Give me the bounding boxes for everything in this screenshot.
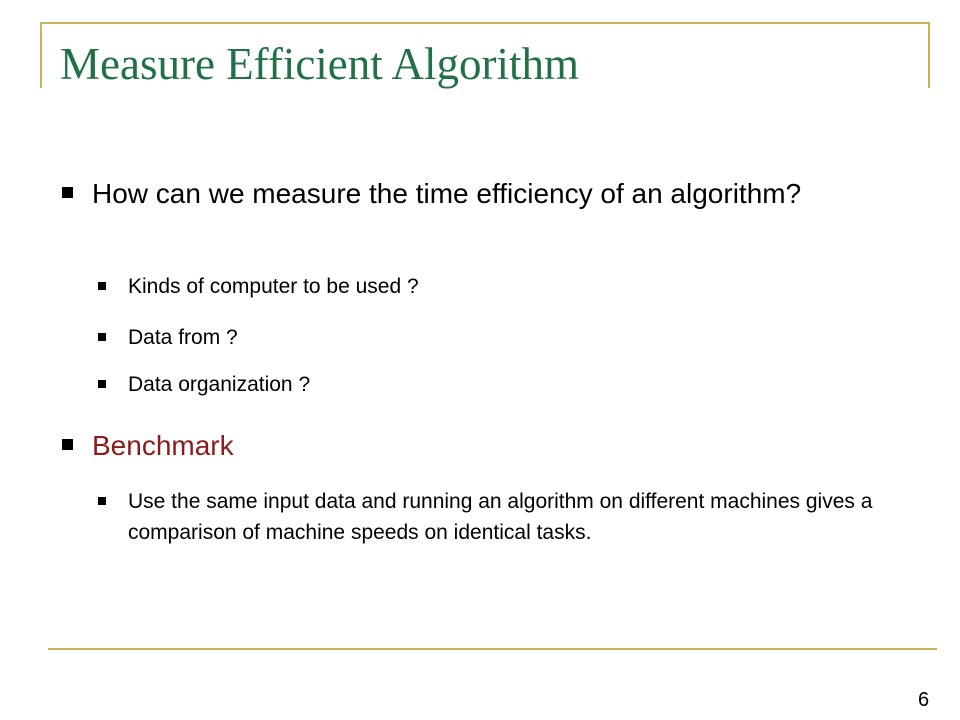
footer-divider [48, 648, 937, 650]
sub-bullet-data-from [98, 322, 898, 353]
sub-bullet-computer-kind [98, 271, 898, 302]
square-bullet-icon [98, 380, 106, 388]
square-bullet-icon [98, 282, 106, 290]
title-frame-top-line [40, 22, 930, 24]
square-bullet-icon [62, 187, 73, 198]
bullet-text-benchmark: Benchmark [92, 430, 234, 461]
title-frame-left-line [40, 22, 42, 88]
sub-bullet-text: Use the same input data and running an algorithm on different machines gives a comparison of machine speeds on identical tasks. [128, 490, 873, 544]
sub-bullet-text: Data organization ? [128, 373, 311, 396]
sub-bullet-text: Kinds of computer to be used ? [128, 275, 419, 298]
square-bullet-icon [98, 497, 106, 505]
sub-bullet-data-organization [98, 369, 898, 400]
sub-bullet-text: Data from ? [128, 326, 238, 349]
bullet-text: How can we measure the time efficiency of an algorithm? [92, 178, 802, 209]
bullet-benchmark [62, 428, 882, 463]
square-bullet-icon [62, 439, 73, 450]
bullet-time-efficiency [62, 176, 882, 211]
title-frame-right-line [928, 22, 930, 88]
slide-title: Measure Efficient Algorithm [60, 39, 580, 89]
page-number: 6 [918, 689, 930, 711]
square-bullet-icon [98, 333, 106, 341]
sub-bullet-benchmark-description [98, 486, 888, 548]
